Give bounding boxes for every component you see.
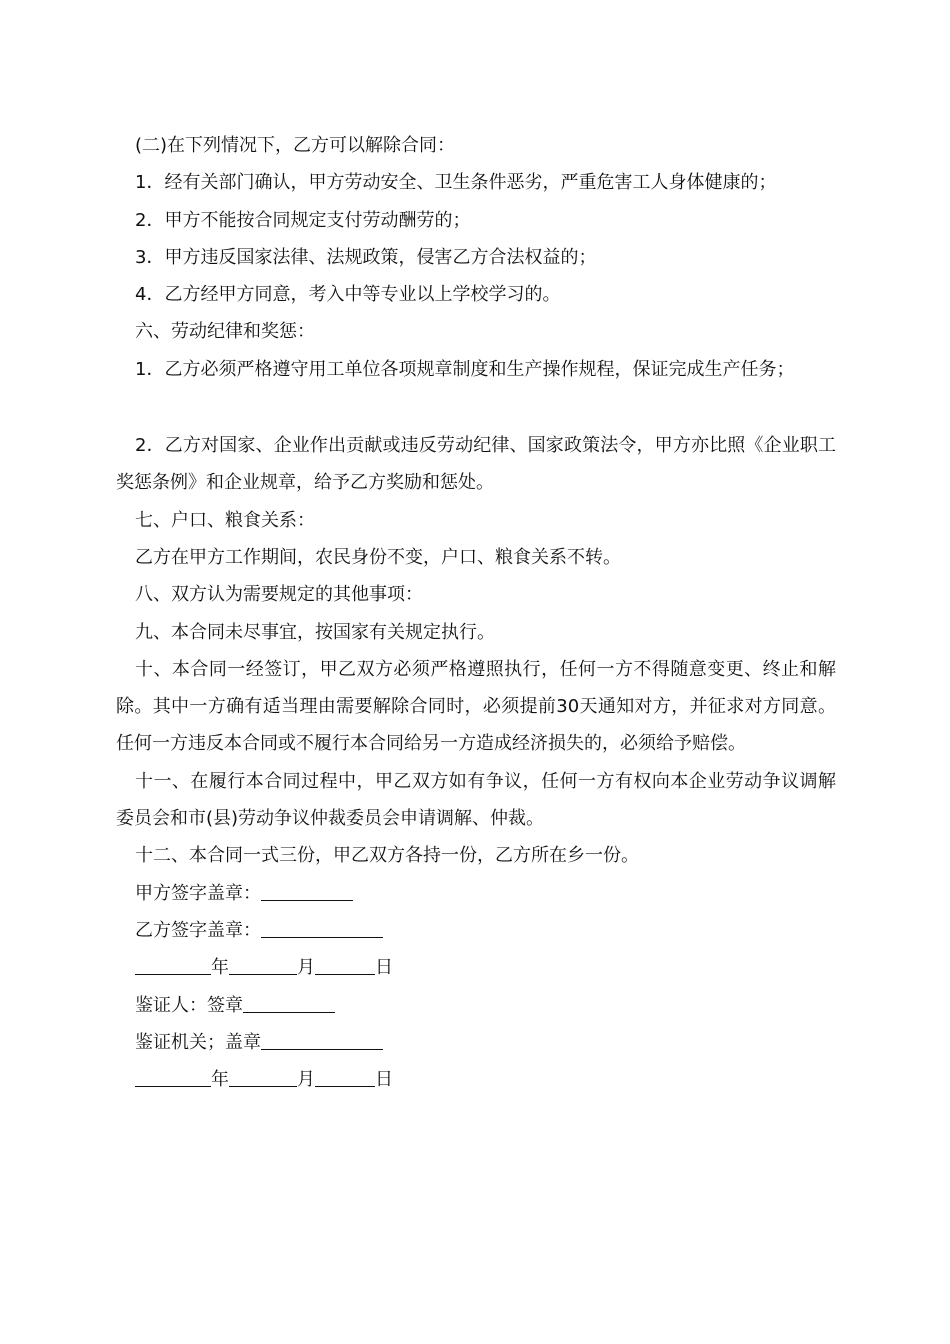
- date-day-label: 日: [375, 1069, 393, 1091]
- date-blank: [229, 956, 297, 975]
- date-year-label: 年: [211, 1069, 229, 1091]
- date-blank: [315, 1068, 375, 1087]
- signature-authority-label: 鉴证机关；盖章: [135, 1031, 261, 1053]
- date-day-label: 日: [375, 957, 393, 979]
- paragraph-discipline-2: 2．乙方对国家、企业作出贡献或违反劳动纪律、国家政策法令，甲方亦比照《企业职工奖惩条例》和企业规章，给予乙方奖励和惩处。: [116, 435, 836, 494]
- date-line-2: [116, 1061, 836, 1098]
- paragraph-section-10: 十、本合同一经签订，甲乙双方必须严格遵照执行，任何一方不得随意变更、终止和解除。其中一方确有适当理由需要解除合同时，必须提前30天通知对方，并征求对方同意。任何一方违反本合同或不履行本合同给另一方造成经济损失的，必须给予赔偿。: [116, 658, 836, 755]
- paragraph-termination-conditions: (二)在下列情况下，乙方可以解除合同：: [135, 135, 456, 156]
- paragraph-discipline-1: 1．乙方必须严格遵守用工单位各项规章制度和生产操作规程，保证完成生产任务；: [135, 358, 795, 380]
- date-blank: [229, 1068, 297, 1087]
- date-year-label: 年: [211, 957, 229, 979]
- signature-party-b: [116, 912, 836, 949]
- date-blank: [135, 956, 211, 975]
- signature-blank: [261, 919, 383, 938]
- paragraph-section-11: 十一、在履行本合同过程中，甲乙双方如有争议，任何一方有权向本企业劳动争议调解委员会和市(县)劳动争议仲裁委员会申请调解、仲裁。: [116, 770, 836, 830]
- paragraph-item-1: 1．经有关部门确认，甲方劳动安全、卫生条件恶劣，严重危害工人身体健康的；: [135, 172, 777, 194]
- date-blank: [315, 956, 375, 975]
- paragraph-item-4: 4．乙方经甲方同意，考入中等专业以上学校学习的。: [135, 284, 561, 306]
- paragraph-item-2: 2．甲方不能按合同规定支付劳动酬劳的；: [135, 209, 471, 231]
- date-month-label: 月: [297, 1069, 315, 1091]
- signature-witness: [116, 987, 836, 1024]
- date-blank: [135, 1068, 211, 1087]
- date-line-1: [116, 949, 836, 986]
- paragraph-household: 乙方在甲方工作期间，农民身份不变，户口、粮食关系不转。: [135, 546, 621, 568]
- signature-party-a-label: 甲方签字盖章：: [135, 882, 261, 904]
- spacer: [116, 388, 836, 427]
- section-heading-household: 七、户口、粮食关系：: [135, 509, 315, 531]
- paragraph-section-12: 十二、本合同一式三份，甲乙双方各持一份，乙方所在乡一份。: [135, 845, 639, 867]
- date-month-label: 月: [297, 957, 315, 979]
- document-body: [116, 127, 836, 1098]
- signature-authority: [116, 1024, 836, 1061]
- paragraph-item-3: 3．甲方违反国家法律、法规政策，侵害乙方合法权益的；: [135, 246, 597, 268]
- section-heading-other-matters: 八、双方认为需要规定的其他事项：: [135, 584, 423, 606]
- signature-witness-label: 鉴证人：签章: [135, 994, 243, 1016]
- signature-party-a: [116, 875, 836, 912]
- paragraph-section-9: 九、本合同未尽事宜，按国家有关规定执行。: [135, 621, 495, 643]
- signature-blank: [261, 882, 353, 901]
- signature-party-b-label: 乙方签字盖章：: [135, 919, 261, 941]
- signature-blank: [261, 1031, 383, 1050]
- signature-blank: [243, 994, 335, 1013]
- section-heading-discipline: 六、劳动纪律和奖惩：: [135, 321, 315, 343]
